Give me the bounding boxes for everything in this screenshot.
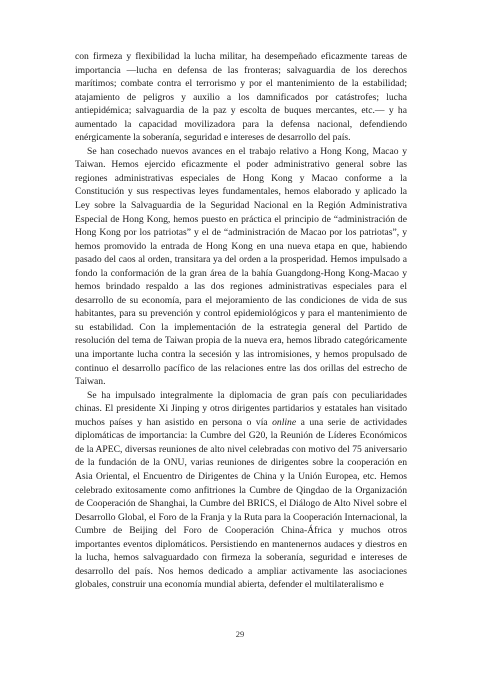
paragraph-continuation: con firmeza y flexibilidad la lucha militar, ha desempeñado eficazmente tareas de importancia —lucha en defensa de las fronteras; salvaguardia de los derechos marítimos; combate contra el terrorismo y por el mantenimiento de la estabilidad; atajamiento de peligros y auxilio a los damnificados por catástrofes; lucha antiepidémica; salvaguardia de la paz y escolta de buques mercantes, etc.— y ha aumentado la capacidad movilizadora para la defensa nacional, defendiendo enérgicamente la soberanía, seguridad e intereses de desarrollo del país. [75, 51, 407, 144]
paragraph-diplomacy-emphasis: online [272, 416, 297, 428]
paragraph-diplomacy [75, 389, 407, 592]
paragraph-hong-kong-macao-taiwan: Se han cosechado nuevos avances en el trabajo relativo a Hong Kong, Macao y Taiwan. Hemos ejercido eficazmente el poder administrativo general sobre las regiones administrativas especiales de Hong Kong y Macao conforme a la Constitución y sus respectivas leyes fundamentales, hemos elaborado y aplicado la Ley sobre la Salvaguardia de la Seguridad Nacional en la Región Administrativa Especial de Hong Kong, hemos puesto en práctica el principio de “administración de Hong Kong por los patriotas” y el de “administración de Macao por los patriotas”, y hemos promovido la entrada de Hong Kong en una nueva etapa en que, habiendo pasado del caos al orden, transitara ya del orden a la prosperidad. Hemos impulsado a fondo la conformación de la gran área de la bahía Guangdong-Hong Kong-Macao y hemos brindado respaldo a las dos regiones administrativas especiales para el desarrollo de su economía, para el mejoramiento de las condiciones de vida de sus habitantes, para su prevención y control epidemiológicos y para el mantenimiento de su estabilidad. Con la implementación de la estrategia general del Partido de resolución del tema de Taiwan propia de la nueva era, hemos librado categóricamente una importante lucha contra la secesión y las intromisiones, y hemos propulsado de continuo el desarrollo pacífico de las relaciones entre las dos orillas del estrecho de Taiwan. [75, 145, 407, 388]
paragraph-diplomacy-end: a una serie de actividades diplomáticas de importancia: la Cumbre del G20, la Reunión de Líderes Económicos de la APEC, diversas reuniones de alto nivel celebradas con motivo del 75 aniversario de la fundación de la ONU, varias reuniones de dirigentes sobre la cooperación en Asia Oriental, el Encuentro de Dirigentes de China y la Unión Europea, etc. Hemos celebrado exitosamente como anfitriones la Cumbre de Qingdao de la Organización de Cooperación de Shanghai, la Cumbre del BRICS, el Diálogo de Alto Nivel sobre el Desarrollo Global, el Foro de la Franja y la Ruta para la Cooperación Internacional, la Cumbre de Beijing del Foro de Cooperación China-África y muchos otros importantes eventos diplomáticos. Persistiendo en mantenernos audaces y diestros en la lucha, hemos salvaguardado con firmeza la soberanía, seguridad e intereses de desarrollo del país. Nos hemos dedicado a ampliar activamente las asociaciones globales, construir una economía mundial abierta, defender el multilateralismo e [75, 416, 408, 591]
body-text [75, 50, 407, 592]
page-number: 29 [235, 629, 245, 639]
paragraph-diplomacy-start: Se ha impulsado integralmente la diplomacia de gran país con peculiaridades chinas. El presidente Xi Jinping y otros dirigentes partidarios y estatales han visitado muchos países y han asistido en persona o vía [75, 389, 407, 428]
